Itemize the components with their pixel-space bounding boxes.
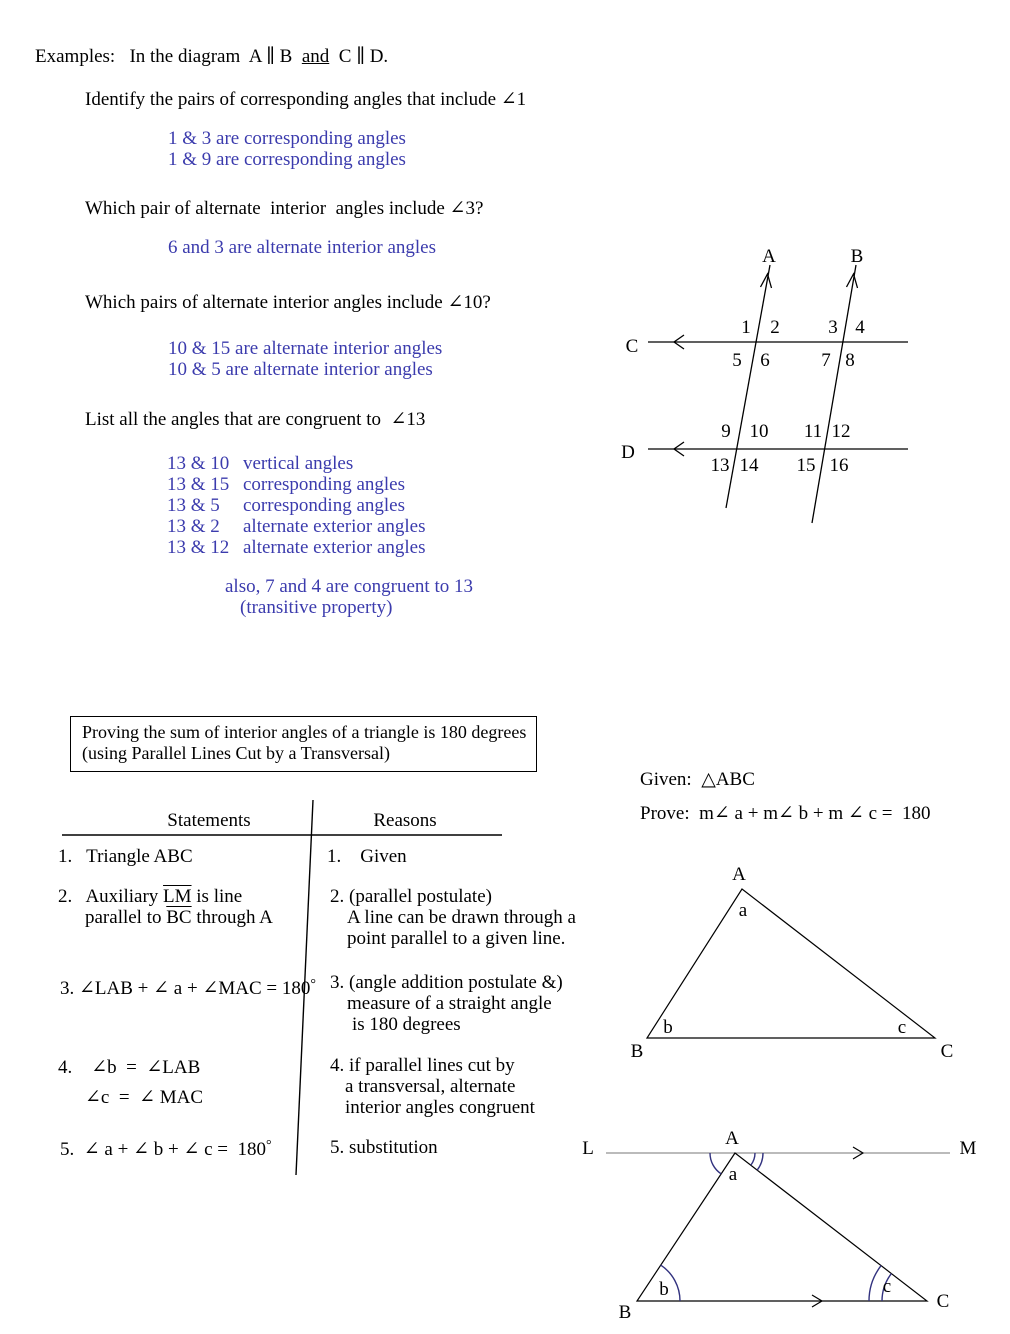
statement-5-equation: 5. ∠ a + ∠ b + ∠ c = 180	[60, 1139, 267, 1160]
diagram-lines	[648, 265, 908, 523]
transversal-b	[812, 265, 856, 523]
answer-3b: 10 & 5 are alternate interior angles	[168, 359, 433, 380]
angle-number-9: 9	[721, 421, 731, 442]
line-b-label: B	[850, 246, 864, 267]
statement-4-line1: 4. ∠b = ∠LAB	[58, 1057, 201, 1078]
angle-number-6: 6	[760, 350, 770, 371]
parallel-lines-diagram	[600, 230, 1010, 540]
triangle-outline	[647, 889, 935, 1038]
reason-2-line2: A line can be drawn through a	[347, 907, 576, 928]
examples-line	[35, 46, 388, 68]
question-4: List all the angles that are congruent to ∠13	[85, 409, 426, 430]
congruent-row	[167, 453, 353, 475]
statement-3-equation: 3. ∠LAB + ∠ a + ∠MAC = 180	[60, 978, 311, 999]
reason-4-line1: 4. if parallel lines cut by	[330, 1055, 515, 1076]
proof-title-box	[70, 716, 537, 772]
given-statement: Given: △ABC	[640, 769, 755, 790]
pair-description: corresponding angles	[243, 474, 405, 495]
angle-number-8: 8	[845, 350, 855, 371]
angle-a-label: a	[728, 1164, 738, 1185]
answer-1b: 1 & 9 are corresponding angles	[168, 149, 406, 170]
answer-2a: 6 and 3 are alternate interior angles	[168, 237, 436, 258]
answer-1a: 1 & 3 are corresponding angles	[168, 128, 406, 149]
angle-numbers	[711, 317, 866, 476]
statements-header: Statements	[167, 810, 251, 831]
angle-number-3: 3	[828, 317, 838, 338]
angle-c-label: c	[897, 1017, 907, 1038]
statement-2-line1	[58, 886, 242, 908]
question-1: Identify the pairs of corresponding angles that include ∠1	[85, 89, 527, 110]
congruent-row	[167, 474, 405, 496]
reasons-header: Reasons	[373, 810, 437, 831]
congruent-row	[167, 516, 426, 538]
congruent-row	[167, 495, 405, 517]
statement-1: 1. Triangle ABC	[58, 846, 193, 867]
transitive-property-label: (transitive property)	[240, 597, 393, 618]
triangle-abc-diagram	[600, 850, 1010, 1070]
vertex-c-label: C	[940, 1041, 954, 1062]
pair-description: vertical angles	[243, 453, 354, 474]
statement-2-mid: is line	[191, 886, 243, 907]
vertex-b-label: B	[630, 1041, 644, 1062]
angle-number-2: 2	[770, 317, 780, 338]
vertex-b-label: B	[618, 1302, 632, 1323]
reason-2-line3: point parallel to a given line.	[347, 928, 566, 949]
reason-1: 1. Given	[327, 846, 407, 867]
angle-mac-arc-inner	[751, 1153, 755, 1165]
pair-description: alternate exterior angles	[243, 516, 426, 537]
triangle-parallel-line-diagram	[570, 1120, 1010, 1334]
angle-pair: 13 & 15	[167, 474, 230, 495]
statement-2-line2	[85, 907, 273, 929]
angle-number-11: 11	[803, 421, 823, 442]
degree-symbol: °	[266, 1138, 272, 1153]
reason-3-line1: 3. (angle addition postulate &)	[330, 972, 563, 993]
answer-3a: 10 & 15 are alternate interior angles	[168, 338, 443, 359]
angle-b-label: b	[659, 1279, 669, 1300]
congruent-row	[167, 537, 426, 559]
reason-3-line3: is 180 degrees	[352, 1014, 461, 1035]
segment-bc-overline: $\overline{BC}$	[166, 907, 192, 928]
line-a-label: A	[762, 246, 776, 267]
angle-number-4: 4	[855, 317, 865, 338]
line-c-label: C	[625, 336, 639, 357]
angle-number-14: 14	[739, 455, 759, 476]
vertex-c-label: C	[936, 1291, 950, 1312]
statement-2-line2-suffix: through A	[191, 907, 273, 928]
degree-symbol: °	[310, 977, 316, 992]
angle-c-label: c	[882, 1276, 892, 1297]
angle-number-13: 13	[710, 455, 730, 476]
prove-statement: Prove: m∠ a + m∠ b + m ∠ c = 180	[640, 803, 931, 824]
reason-3-line2: measure of a straight angle	[347, 993, 552, 1014]
angle-pair: 13 & 12	[167, 537, 230, 558]
line-l-label: L	[582, 1138, 594, 1159]
reason-4-line2: a transversal, alternate	[345, 1076, 516, 1097]
proof-title-line2: (using Parallel Lines Cut by a Transversal)	[82, 743, 390, 763]
angle-lab-arc	[710, 1153, 721, 1174]
pair-description: alternate exterior angles	[243, 537, 426, 558]
statement-2-prefix: 2. Auxiliary	[58, 886, 164, 907]
angle-number-1: 1	[741, 317, 751, 338]
proof-title-line1: Proving the sum of interior angles of a triangle is 180 degrees	[82, 722, 527, 742]
angle-pair: 13 & 10	[167, 453, 230, 474]
angle-number-16: 16	[829, 455, 849, 476]
angle-number-10: 10	[749, 421, 769, 442]
angle-a-label: a	[738, 900, 748, 921]
vertex-a-label: A	[725, 1128, 739, 1149]
angle-c-arc-outer	[869, 1266, 881, 1301]
reason-5: 5. substitution	[330, 1137, 438, 1158]
question-3: Which pairs of alternate interior angles include ∠10?	[85, 292, 491, 313]
statement-3	[60, 977, 316, 1000]
angle-number-12: 12	[831, 421, 851, 442]
angle-arc-marks	[661, 1153, 892, 1301]
examples-prefix: Examples: In the diagram A ∥ B	[35, 46, 302, 67]
reason-2-line1: 2. (parallel postulate)	[330, 886, 492, 907]
transitive-note: also, 7 and 4 are congruent to 13	[225, 576, 473, 597]
angle-number-7: 7	[821, 350, 831, 371]
angle-number-15: 15	[796, 455, 816, 476]
question-2: Which pair of alternate interior angles include ∠3?	[85, 198, 484, 219]
line-m-label: M	[959, 1138, 977, 1159]
examples-and-underlined: and	[301, 46, 330, 67]
statement-2-line2-prefix: parallel to	[85, 907, 167, 928]
angle-pair: 13 & 2	[167, 516, 220, 537]
angle-number-5: 5	[732, 350, 742, 371]
angle-b-label: b	[663, 1017, 673, 1038]
pair-description: corresponding angles	[243, 495, 405, 516]
angle-pair: 13 & 5	[167, 495, 220, 516]
angle-mac-arc-outer	[757, 1153, 763, 1170]
statement-4-line2: ∠c = ∠ MAC	[85, 1087, 204, 1108]
segment-lm-overline: $\overline{LM}$	[163, 886, 192, 907]
reason-4-line3: interior angles congruent	[345, 1097, 535, 1118]
line-d-label: D	[621, 442, 635, 463]
statement-5	[60, 1138, 272, 1161]
vertex-a-label: A	[732, 864, 746, 885]
examples-suffix: C ∥ D.	[329, 46, 389, 67]
